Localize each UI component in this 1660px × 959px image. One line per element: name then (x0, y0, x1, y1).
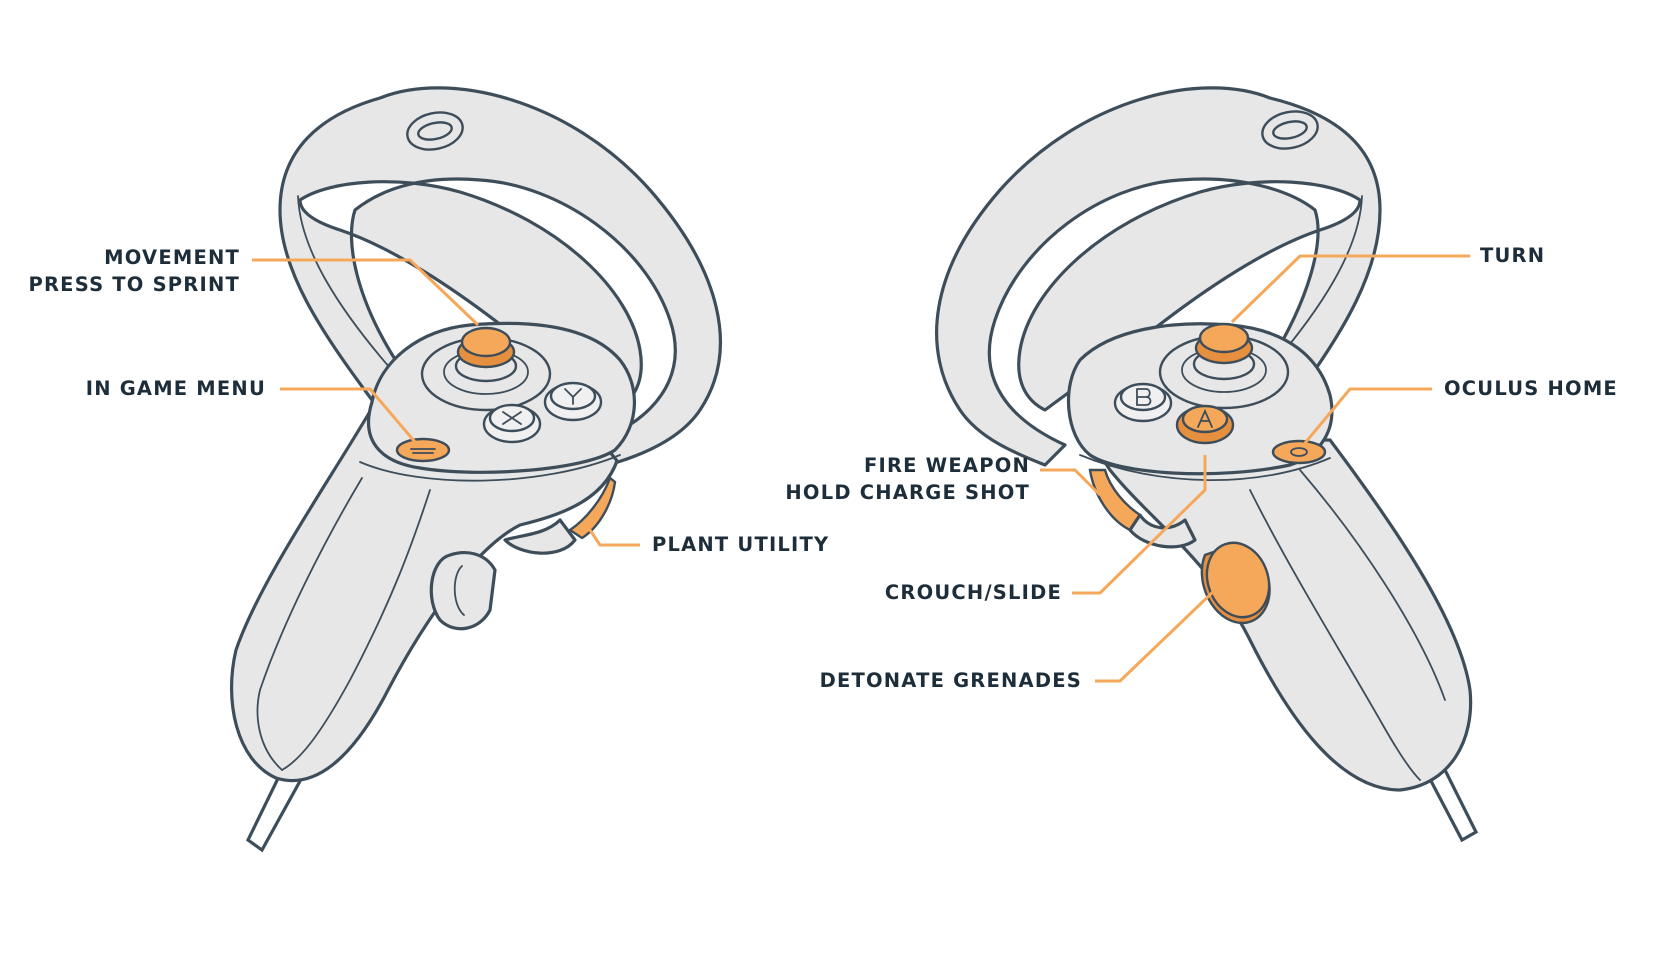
label-oculus-home: OCULUS HOME (1444, 377, 1618, 400)
label-crouch-slide: CROUCH/SLIDE (884, 581, 1062, 604)
left-side-grip-button[interactable] (431, 553, 495, 629)
label-hold-charge-shot: HOLD CHARGE SHOT (785, 481, 1030, 504)
leader-plant-utility (590, 530, 640, 545)
label-fire-weapon: FIRE WEAPON (863, 454, 1030, 477)
left-x-button[interactable] (484, 405, 540, 442)
right-handle (1090, 440, 1471, 790)
label-press-to-sprint: PRESS TO SPRINT (28, 273, 240, 296)
label-turn: TURN (1480, 244, 1546, 267)
leader-detonate-grenades (1095, 590, 1215, 681)
left-controller (232, 88, 721, 850)
left-y-button[interactable] (545, 383, 601, 420)
label-detonate-grenades: DETONATE GRENADES (819, 669, 1082, 692)
left-menu-button[interactable] (397, 439, 449, 461)
right-oculus-button[interactable] (1273, 441, 1325, 463)
right-a-button[interactable] (1177, 406, 1233, 443)
label-in-game-menu: IN GAME MENU (85, 377, 266, 400)
right-b-button[interactable] (1115, 384, 1171, 421)
label-movement: MOVEMENT (104, 246, 240, 269)
label-plant-utility: PLANT UTILITY (652, 533, 830, 556)
